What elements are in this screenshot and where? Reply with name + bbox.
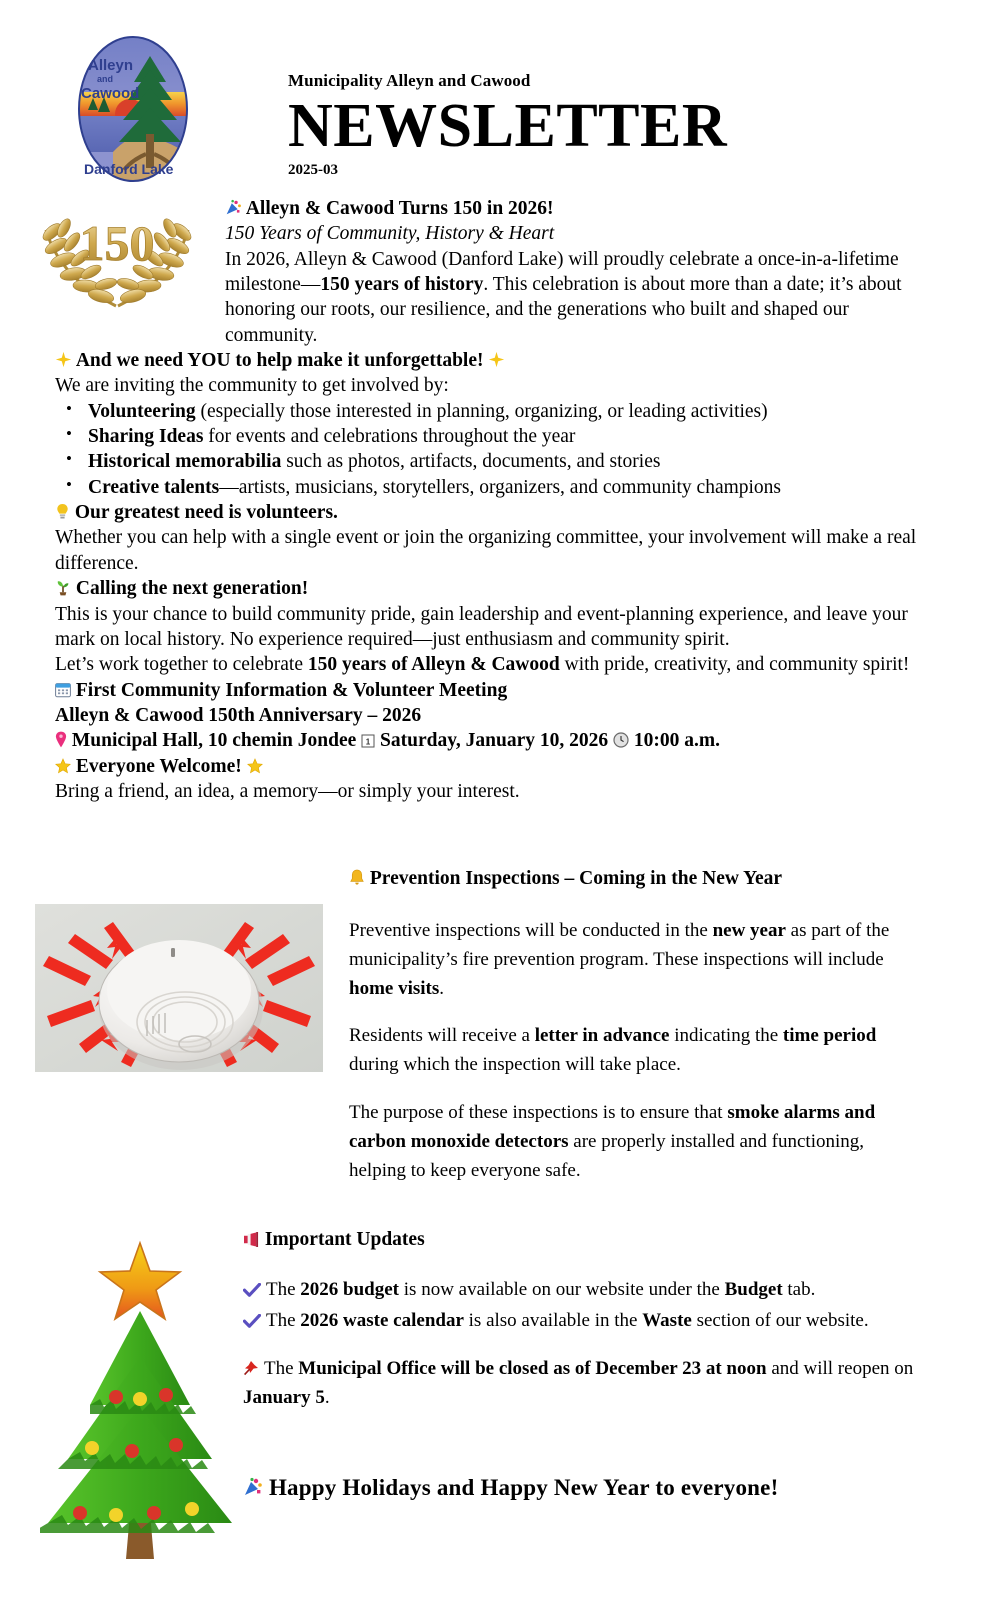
location-pin-icon	[55, 731, 67, 753]
next-generation-heading: Calling the next generation!	[55, 576, 930, 601]
logo-text-and: and	[97, 74, 114, 84]
list-item: • Historical memorabilia such as photos, artifacts, documents, and stories	[88, 449, 987, 474]
seedling-icon	[55, 579, 71, 601]
update-item-office-closure: The Municipal Office will be closed as of December 23 at noon and will reopen on January 5.	[243, 1358, 914, 1408]
prevention-paragraph-1: Preventive inspections will be conducted in the new year as part of the municipality’s fire prevention program. These inspections will include home visits.	[349, 919, 890, 999]
calendar-small-icon	[361, 733, 375, 753]
list-item: • Creative talents—artists, musicians, storytellers, organizers, and community champions	[88, 475, 987, 500]
bell-icon	[349, 869, 365, 891]
anniversary-intro-text	[225, 190, 987, 348]
updates-text	[243, 1229, 987, 1413]
badge-number: 150	[79, 215, 155, 271]
logo-emblem-icon	[58, 34, 208, 184]
invite-line: We are inviting the community to get involved by:	[55, 375, 449, 397]
star-icon-left	[55, 758, 71, 779]
meeting-heading: First Community Information & Volunteer Meeting	[55, 678, 930, 703]
everyone-welcome-line: Everyone Welcome!	[55, 754, 930, 779]
party-popper-icon-greeting	[243, 1477, 263, 1501]
next-generation-body: This is your chance to build community pride, gain leadership and event-planning experience, and leave your mark on local history. No experience required—just enthusiasm and community spirit.	[55, 603, 908, 650]
next-generation-block	[55, 576, 987, 601]
meeting-section	[55, 678, 987, 805]
issue-number: 2025-03	[288, 161, 338, 178]
laurel-wreath-150-badge	[28, 198, 206, 328]
lightbulb-icon	[55, 503, 70, 525]
municipality-logo	[58, 34, 208, 184]
pushpin-icon	[243, 1360, 259, 1380]
christmas-tree-icon	[40, 1237, 240, 1562]
christmas-tree-illustration	[40, 1237, 240, 1562]
newsletter-header	[0, 0, 987, 190]
prevention-paragraph-2: Residents will receive a letter in advance indicating the time period during which the inspection will take place.	[349, 1025, 877, 1076]
involvement-list	[0, 399, 987, 500]
party-popper-icon	[225, 199, 242, 221]
megaphone-icon	[243, 1232, 260, 1252]
volunteer-need-heading: Our greatest need is volunteers.	[55, 500, 930, 525]
checkmark-icon	[243, 1282, 261, 1301]
closing-line: Let’s work together to celebrate 150 years of Alleyn & Cawood with pride, creativity, and community spirit!	[55, 654, 910, 676]
anniversary-cta-block	[55, 348, 987, 399]
logo-text-danford-lake: Danford Lake	[84, 161, 174, 177]
update-item-budget: The 2026 budget is now available on our website under the Budget tab.	[243, 1276, 927, 1305]
star-icon-right	[247, 758, 263, 779]
svg-text:1: 1	[365, 737, 371, 747]
calendar-icon	[55, 682, 71, 703]
clock-icon	[613, 732, 629, 753]
volunteer-need-block	[55, 500, 987, 525]
prevention-section	[0, 868, 987, 1186]
checkmark-icon	[243, 1313, 261, 1332]
smoke-detector-photo	[35, 904, 323, 1072]
sparkles-icon-left	[55, 351, 72, 373]
list-item: • Volunteering (especially those interested in planning, organizing, or leading activities)	[88, 399, 987, 424]
page-title: NEWSLETTER	[288, 91, 728, 160]
organization-name: Municipality Alleyn and Cawood	[288, 71, 531, 90]
meeting-details-line: Municipal Hall, 10 chemin Jondee 1 Saturday, January 10, 2026 10:00 a.m.	[55, 728, 930, 753]
volunteer-need-body-block	[55, 525, 987, 576]
prevention-heading: Prevention Inspections – Coming in the New Year	[349, 868, 925, 891]
anniversary-subheading: 150 Years of Community, History & Heart	[225, 223, 555, 245]
welcome-note: Bring a friend, an idea, a memory—or simply your interest.	[55, 780, 520, 802]
meeting-subtitle: Alleyn & Cawood 150th Anniversary – 2026	[55, 704, 422, 726]
volunteer-need-body: Whether you can help with a single event or join the organizing committee, your involvement will make a real difference.	[55, 527, 917, 574]
smoke-detector-illustration-icon	[35, 904, 323, 1072]
anniversary-intro: In 2026, Alleyn & Cawood (Danford Lake) will proudly celebrate a once-in-a-lifetime milestone—150 years of history. This celebration is about more than a date; it’s about honoring our roots, our resilience, and the generations who built and shaped our community.	[225, 248, 902, 346]
next-generation-body-block	[55, 602, 987, 678]
wreath-icon	[28, 198, 206, 328]
updates-section	[0, 1229, 987, 1501]
sparkles-icon-right	[488, 351, 505, 373]
prevention-text	[349, 868, 987, 1186]
logo-text-alleyn: Alleyn	[88, 57, 134, 74]
prevention-paragraph-3: The purpose of these inspections is to ensure that smoke alarms and carbon monoxide detectors are properly installed and functioning, helping to keep everyone safe.	[349, 1102, 876, 1181]
header-title-block	[288, 72, 727, 179]
anniversary-heading: Alleyn & Cawood Turns 150 in 2026!	[225, 196, 932, 221]
call-to-action-line: And we need YOU to help make it unforgettable!	[55, 348, 930, 373]
logo-text-cawood: Cawood	[81, 85, 140, 102]
list-item: • Sharing Ideas for events and celebrations throughout the year	[88, 424, 987, 449]
update-item-waste-calendar: The 2026 waste calendar is also available in the Waste section of our website.	[243, 1307, 927, 1336]
tree-star-icon	[100, 1243, 180, 1319]
updates-heading: Important Updates	[243, 1229, 927, 1252]
holiday-greeting: Happy Holidays and Happy New Year to everyone!	[243, 1475, 987, 1501]
anniversary-section	[0, 190, 987, 348]
